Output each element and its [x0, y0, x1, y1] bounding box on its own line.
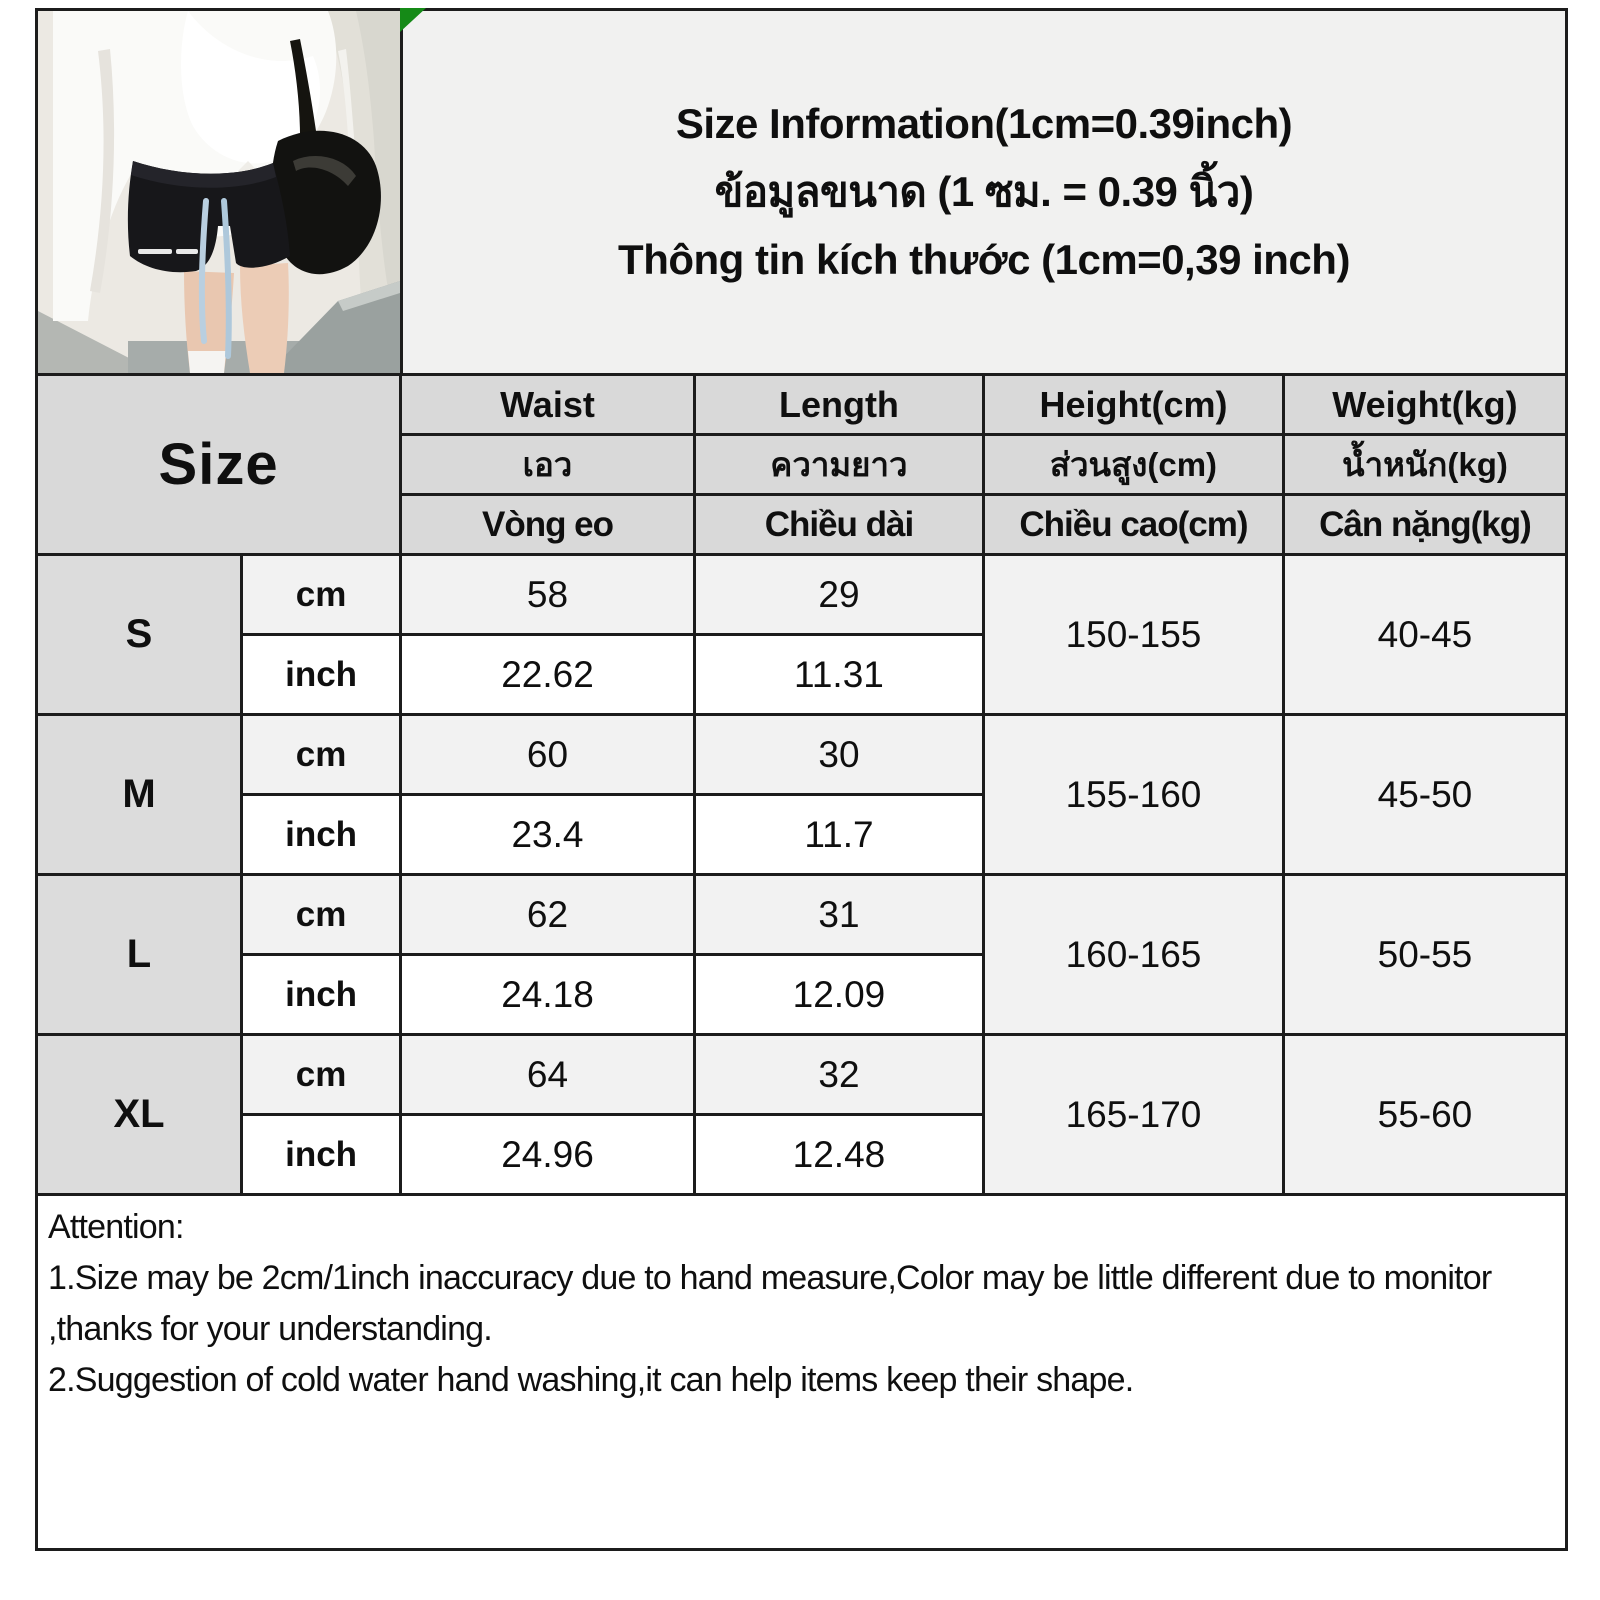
xl-waist-inch: 24.96 — [401, 1115, 695, 1195]
l-length-cm: 31 — [694, 875, 983, 955]
title-th: ข้อมูลขนาด (1 ซม. = 0.39 นิ้ว) — [714, 167, 1254, 215]
m-weight-range: 45-50 — [1283, 715, 1566, 875]
l-weight-range: 50-55 — [1283, 875, 1566, 1035]
xl-length-cm: 32 — [694, 1035, 983, 1115]
header-waist-vi: Vòng eo — [401, 495, 695, 555]
size-table — [35, 373, 1568, 1196]
title-vi: Thông tin kích thước (1cm=0,39 inch) — [618, 236, 1350, 284]
row-s-cm — [37, 555, 1567, 635]
l-waist-cm: 62 — [401, 875, 695, 955]
m-waist-inch: 23.4 — [401, 795, 695, 875]
m-waist-cm: 60 — [401, 715, 695, 795]
header-height-en: Height(cm) — [984, 375, 1284, 435]
xl-weight-range: 55-60 — [1283, 1035, 1566, 1195]
header-weight-vi: Cân nặng(kg) — [1283, 495, 1566, 555]
header-height-vi: Chiều cao(cm) — [984, 495, 1284, 555]
l-waist-inch: 24.18 — [401, 955, 695, 1035]
header-row-en — [37, 375, 1567, 435]
header-height-th: ส่วนสูง(cm) — [984, 435, 1284, 495]
header-length-th: ความยาว — [694, 435, 983, 495]
unit-inch: inch — [242, 955, 401, 1035]
s-length-cm: 29 — [694, 555, 983, 635]
m-length-cm: 30 — [694, 715, 983, 795]
product-photo — [38, 11, 403, 373]
s-weight-range: 40-45 — [1283, 555, 1566, 715]
unit-cm: cm — [242, 1035, 401, 1115]
shorts-logo-marks — [138, 249, 198, 254]
size-chart-sheet — [35, 8, 1568, 1551]
size-label-m: M — [37, 715, 242, 875]
s-waist-inch: 22.62 — [401, 635, 695, 715]
product-photo-illustration — [38, 11, 400, 373]
m-length-inch: 11.7 — [694, 795, 983, 875]
xl-height-range: 165-170 — [984, 1035, 1284, 1195]
s-waist-cm: 58 — [401, 555, 695, 635]
header-length-vi: Chiều dài — [694, 495, 983, 555]
title-en: Size Information(1cm=0.39inch) — [675, 99, 1293, 147]
unit-inch: inch — [242, 635, 401, 715]
size-label-l: L — [37, 875, 242, 1035]
attention-heading: Attention: — [48, 1208, 184, 1246]
m-height-range: 155-160 — [984, 715, 1284, 875]
unit-inch: inch — [242, 1115, 401, 1195]
row-l-cm — [37, 875, 1567, 955]
attention-note-1: 1.Size may be 2cm/1inch inaccuracy due to hand measure,Color may be little different due to monitor ,thanks for your understanding. — [48, 1259, 1492, 1348]
row-m-cm — [37, 715, 1567, 795]
xl-length-inch: 12.48 — [694, 1115, 983, 1195]
green-corner-marker-icon — [400, 8, 426, 32]
header-length-en: Length — [694, 375, 983, 435]
unit-inch: inch — [242, 795, 401, 875]
header-waist-en: Waist — [401, 375, 695, 435]
s-height-range: 150-155 — [984, 555, 1284, 715]
top-row — [35, 8, 1568, 373]
size-label-s: S — [37, 555, 242, 715]
header-weight-th: น้ำหนัก(kg) — [1283, 435, 1566, 495]
row-xl-cm — [37, 1035, 1567, 1115]
attention-note-2: 2.Suggestion of cold water hand washing,it can help items keep their shape. — [48, 1361, 1134, 1399]
header-weight-en: Weight(kg) — [1283, 375, 1566, 435]
l-height-range: 160-165 — [984, 875, 1284, 1035]
attention-box — [35, 1193, 1568, 1551]
l-length-inch: 12.09 — [694, 955, 983, 1035]
header-waist-th: เอว — [401, 435, 695, 495]
unit-cm: cm — [242, 875, 401, 955]
unit-cm: cm — [242, 715, 401, 795]
unit-cm: cm — [242, 555, 401, 635]
size-header-cell: Size — [37, 375, 401, 555]
xl-waist-cm: 64 — [401, 1035, 695, 1115]
title-block — [403, 11, 1565, 373]
s-length-inch: 11.31 — [694, 635, 983, 715]
size-label-xl: XL — [37, 1035, 242, 1195]
